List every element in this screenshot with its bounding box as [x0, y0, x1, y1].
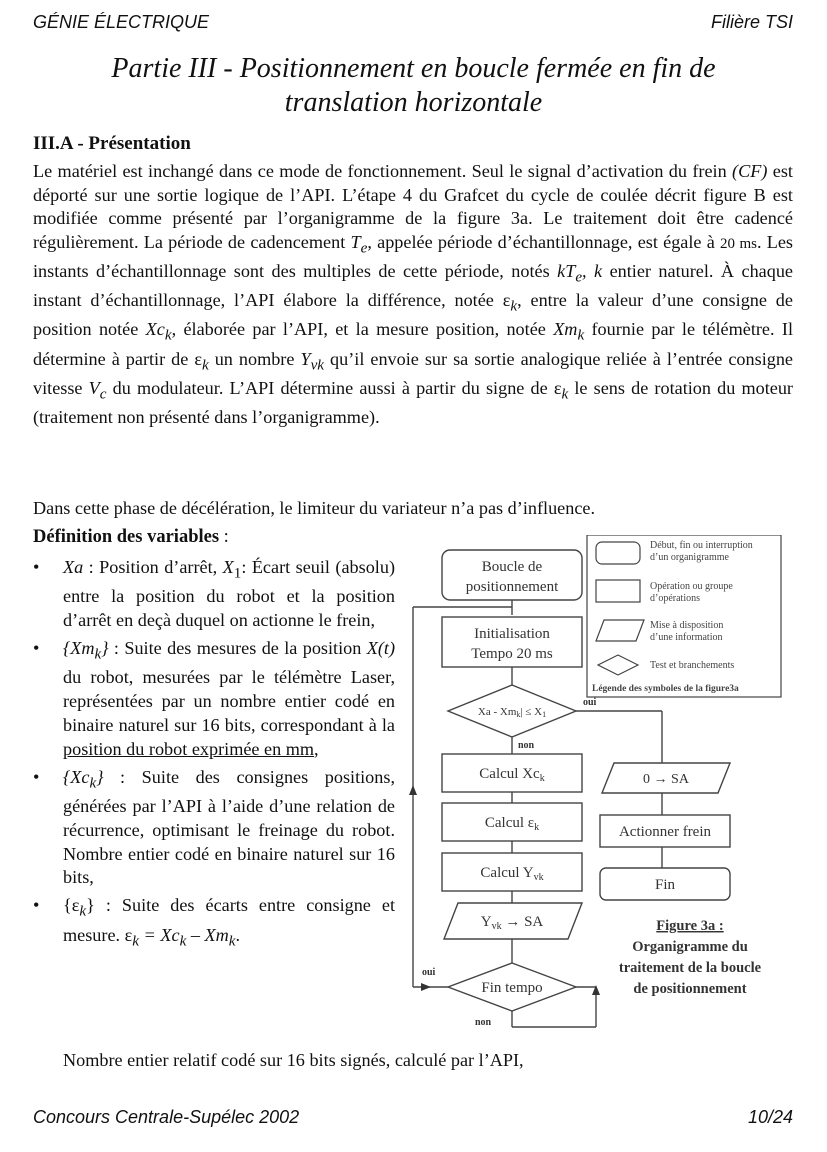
figure-caption-line3: de positionnement [633, 981, 747, 997]
list-item: • $\{Xc_k\}$ : Suite des consignes positions, générées par l’API à l’aide d’une relation de récurrence, optimisant le freinage du robot. Nombre entier codé en binaire naturel sur 16 bits, [33, 766, 395, 891]
variables-last-line: Nombre entier relatif codé sur 16 bits signés, calculé par l’API, [63, 1050, 524, 1070]
list-item: • Xa : Position d’arrêt, $X_1$: Écart seuil (absolu) entre la position du robot et la position d’arrêt en deçà duquel on actionne le frein, [33, 556, 395, 633]
test-no-label: non [518, 740, 535, 751]
variables-list [33, 556, 395, 957]
legend-item3-line2: d’une information [650, 632, 723, 643]
section-heading: III.A - Présentation [33, 133, 191, 154]
brake-label: Actionner frein [618, 824, 712, 840]
legend-item1-line1: Début, fin ou interruption [650, 540, 753, 551]
legend-item3-line1: Mise à disposition [650, 620, 724, 631]
legend-item2-line1: Opération ou groupe [650, 581, 733, 592]
test-yes-label: oui [583, 697, 597, 708]
zero-sa-label: 0 → SA [643, 772, 689, 787]
page-title [40, 52, 787, 120]
fin-tempo-yes-label: oui [422, 967, 436, 978]
list-item: • $\{\varepsilon_k\}$ : Suite des écarts entre consigne et mesure. $\varepsilon_k = Xc_k - Xm_k$. [33, 894, 395, 953]
init-line1: Initialisation [474, 626, 550, 642]
start-line1: Boucle de [481, 559, 543, 575]
flowchart-figure-3a [400, 535, 795, 1035]
figure-caption-line1: Organigramme du [632, 939, 748, 955]
title-line-2: translation horizontale [284, 87, 543, 118]
title-line-1: Partie III - Positionnement en boucle fermée en fin de [111, 53, 716, 84]
end-label: Fin [654, 877, 676, 893]
header-left: GÉNIE ÉLECTRIQUE [33, 12, 210, 32]
legend-item2-line2: d’opérations [650, 593, 700, 604]
fin-tempo-no-label: non [475, 1017, 492, 1028]
calc-xc-label: Calcul $Xc_k$ [479, 766, 545, 784]
paragraph-presentation: Le matériel est inchangé dans ce mode de fonctionnement. Seul le signal d’activation du frein (CF) est déporté sur une sortie logique de l’API. L’étape 4 du Grafcet du cycle de coulée décrit figure B est modifiée comme présenté par l’organigramme de la figure 3a. Le traitement doit être cadencé régulièrement. La période de cadencement $T_e$, appelée période d’échantillonnage, est égale à 20 ms. Les instants d’échantillonnage sont des multiples de cette période, notés $kT_e$, k entier naturel. À chaque instant d’échantillonnage, l’API élabore la différence, notée $\varepsilon_k$, entre la valeur d’une consigne de position notée $Xc_k$, élaborée par l’API, et la mesure position, notée $Xm_k$ fournie par le télémètre. Il détermine à partir de $\varepsilon_k$ un nombre $Y_{vk}$ qu’il envoie sur sa sortie analogique reliée à l’entrée consigne vitesse $V_c$ du modulateur. L’API détermine aussi à partir du signe de $\varepsilon_k$ le sens de rotation du moteur (traitement non présenté dans l’organigramme). [33, 161, 794, 428]
fin-tempo-label: Fin tempo [481, 980, 543, 996]
footer-left: Concours Centrale-Supélec 2002 [33, 1107, 300, 1127]
legend-caption: Légende des symboles de la figure3a [592, 684, 739, 694]
calc-y-label: Calcul $Y_{vk}$ [480, 865, 544, 883]
calc-eps-label: Calcul $\varepsilon_k$ [484, 815, 540, 833]
paragraph-deceleration: Dans cette phase de décélération, le limiteur du variateur n’a pas d’influence. [33, 498, 596, 518]
output-y-label: $Y_{vk}$ → SA [480, 914, 544, 932]
start-line2: positionnement [465, 579, 559, 595]
footer-right: 10/24 [747, 1107, 793, 1127]
definitions-heading: Définition des variables : [33, 527, 229, 547]
figure-caption-title: Figure 3a : [656, 918, 724, 934]
header-right: Filière TSI [710, 12, 793, 32]
list-item: • $\{Xm_k\}$ : Suite des mesures de la position X(t) du robot, mesurées par le télémètre Laser, représentées par un nombre entier codé en binaire naturel sur 16 bits, correspondant à la position du robot exprimée en mm, [33, 637, 395, 762]
legend-item4: Test et branchements [650, 660, 735, 671]
legend-item1-line2: d’un organigramme [650, 552, 729, 563]
figure-caption-line2: traitement de la boucle [618, 960, 762, 976]
test-position-label: Xa - Xmk| ≤ X1 [477, 706, 547, 719]
init-line2: Tempo 20 ms [471, 646, 553, 662]
